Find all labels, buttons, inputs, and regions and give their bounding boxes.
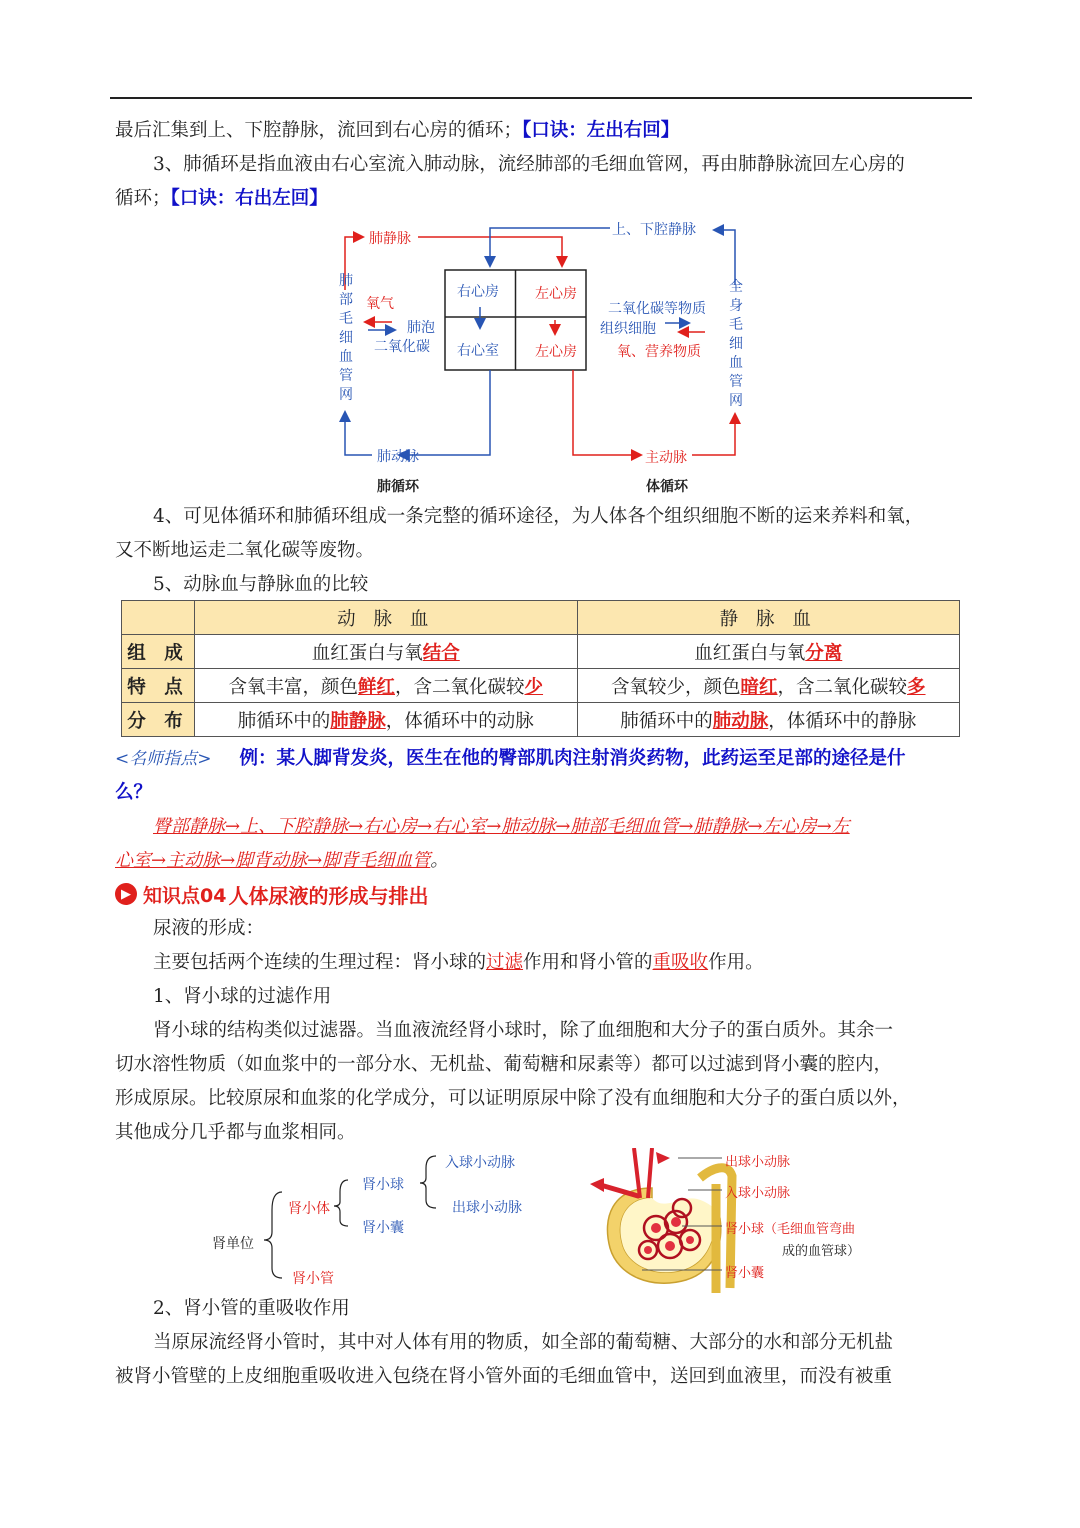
mnemonic: 【口诀：右出左回】 xyxy=(170,188,328,209)
text-line: 5、动脉血与静脉血的比较 xyxy=(153,574,369,595)
table-cell: 肺循环中的肺动脉，体循环中的静脉 xyxy=(577,703,960,737)
pulm-artery-line xyxy=(400,370,490,455)
table-row xyxy=(122,635,960,669)
text-line: 当原尿流经肾小管时，其中对人体有用的物质，如全部的葡萄糖、大部分的水和部分无机盐 xyxy=(153,1332,894,1353)
label-oxygen: 氧气 xyxy=(366,296,394,312)
pulm-artery-to-lung xyxy=(345,413,372,455)
label-left-atrium: 左心房 xyxy=(535,286,577,302)
text-line: 循环；【口诀：右出左回】 xyxy=(115,188,328,209)
row-label: 特 点 xyxy=(122,669,195,703)
label-tissue-cells: 组织细胞 xyxy=(600,321,656,337)
text-line: 又不断地运走二氧化碳等废物。 xyxy=(115,540,375,561)
vertical-char: 身 xyxy=(729,298,743,314)
text-line: 最后汇集到上、下腔静脉，流回到右心房的循环；【口诀：左出右回】 xyxy=(115,120,680,141)
vertical-char: 细 xyxy=(339,330,353,346)
tip-answer: 心室→主动脉→脚背动脉→脚背毛细血管。 xyxy=(115,850,449,871)
vertical-char: 毛 xyxy=(729,317,743,333)
tip-line: 么？ xyxy=(115,782,153,803)
blood-comparison-table xyxy=(121,600,960,737)
tip-label: <名师指点> xyxy=(115,749,212,769)
text-line: 尿液的形成： xyxy=(153,918,265,939)
vertical-char: 网 xyxy=(729,393,743,409)
label-right-ventricle: 右心室 xyxy=(457,343,499,359)
vertical-char: 管 xyxy=(729,374,743,390)
text-line: 2、肾小管的重吸收作用 xyxy=(153,1298,350,1319)
label-lung-capillaries xyxy=(339,272,355,405)
label-sys-circ: 体循环 xyxy=(646,479,688,495)
aorta-to-body xyxy=(692,415,735,455)
fig-label-glomerulus-2: 成的血管球） xyxy=(782,1244,861,1259)
vertical-char: 细 xyxy=(729,336,743,352)
row-label: 分 布 xyxy=(122,703,195,737)
text-line: 4、可见体循环和肺循环组成一条完整的循环途径，为人体各个组织细胞不断的运来养料和氧， xyxy=(153,506,924,527)
row-label: 组 成 xyxy=(122,635,195,669)
label-glomerulus: 肾小球 xyxy=(362,1177,404,1193)
vertical-char: 部 xyxy=(339,292,353,308)
table-cell: 含氧丰富，颜色鲜红，含二氧化碳较少 xyxy=(195,669,578,703)
label-aorta: 主动脉 xyxy=(645,450,687,466)
text-line: 被肾小管壁的上皮细胞重吸收进入包绕在肾小管外面的毛细血管中，送回到血液里，而没有被重 xyxy=(115,1366,893,1387)
label-efferent: 出球小动脉 xyxy=(452,1200,522,1216)
table-row xyxy=(122,703,960,737)
label-right-atrium: 右心房 xyxy=(457,284,499,300)
tip-line xyxy=(115,742,975,776)
text-line: 肾小球的结构类似过滤器。当血液流经肾小球时，除了血细胞和大分子的蛋白质外。其余一 xyxy=(153,1020,894,1041)
fig-label-glomerulus: 肾小球（毛细血管弯曲 xyxy=(725,1222,856,1237)
text-line: 其他成分几乎都与血浆相同。 xyxy=(115,1122,356,1143)
nephron-tree-braces xyxy=(260,1150,460,1290)
label-co2: 二氧化碳 xyxy=(374,339,430,355)
label-vena-cava: 上、下腔静脉 xyxy=(612,222,696,238)
knowledge-point-heading xyxy=(115,878,428,910)
label-body-capillaries xyxy=(729,278,745,411)
fig-label-capsule: 肾小囊 xyxy=(725,1266,765,1281)
vena-cava-line xyxy=(715,230,735,285)
text-line: 主要包括两个连续的生理过程：肾小球的过滤作用和肾小管的重吸收作用。 xyxy=(153,952,764,973)
table-corner xyxy=(122,601,195,635)
label-co2-etc: 二氧化碳等物质 xyxy=(608,301,706,317)
label-alveoli: 肺泡 xyxy=(407,320,435,336)
kp-label: 知识点04 xyxy=(143,884,227,907)
table-cell: 血红蛋白与氧结合 xyxy=(195,635,578,669)
tip-question: 例：某人脚背发炎，医生在他的臀部肌肉注射消炎药物，此药运至足部的途径是什 xyxy=(239,748,906,769)
header-venous: 静 脉 血 xyxy=(577,601,960,635)
vertical-char: 毛 xyxy=(339,311,353,327)
label-pulm-vein: 肺静脉 xyxy=(369,231,411,247)
vertical-char: 血 xyxy=(729,355,743,371)
header-arterial: 动 脉 血 xyxy=(195,601,578,635)
table-cell: 肺循环中的肺静脉，体循环中的动脉 xyxy=(195,703,578,737)
table-cell: 含氧较少，颜色暗红，含二氧化碳较多 xyxy=(577,669,960,703)
label-pulm-artery: 肺动脉 xyxy=(377,449,419,465)
vertical-char: 全 xyxy=(729,279,743,295)
label-left-ventricle: 左心房 xyxy=(535,344,577,360)
label-tubule: 肾小管 xyxy=(292,1271,334,1287)
table-row xyxy=(122,669,960,703)
text-line: 3、肺循环是指血液由右心室流入肺动脉，流经肺部的毛细血管网，再由肺静脉流回左心房的 xyxy=(153,154,905,175)
label-o2-nutrients: 氧、营养物质 xyxy=(617,344,701,360)
vena-cava-to-ra xyxy=(490,228,610,265)
table-cell: 血红蛋白与氧分离 xyxy=(577,635,960,669)
tip-answer: 臀部静脉→上、下腔静脉→右心房→右心室→肺动脉→肺部毛细血管→肺静脉→左心房→左 xyxy=(153,816,850,837)
text-line: 形成原尿。比较原尿和血浆的化学成分，可以证明原尿中除了没有血细胞和大分子的蛋白质以外， xyxy=(115,1088,911,1109)
vertical-char: 网 xyxy=(339,387,353,403)
vertical-char: 血 xyxy=(339,349,353,365)
label-corpuscle: 肾小体 xyxy=(288,1201,330,1217)
text-line: 切水溶性物质（如血浆中的一部分水、无机盐、葡萄糖和尿素等）都可以过滤到肾小囊的腔内， xyxy=(115,1054,893,1075)
label-capsule: 肾小囊 xyxy=(362,1220,404,1236)
kp-title: 人体尿液的形成与排出 xyxy=(228,883,429,908)
label-pulm-circ: 肺循环 xyxy=(377,479,419,495)
aorta-line xyxy=(573,370,640,455)
label-afferent: 入球小动脉 xyxy=(445,1155,515,1171)
vertical-char: 管 xyxy=(339,368,353,384)
flag-icon: ▶ xyxy=(115,883,137,905)
fig-label-efferent: 出球小动脉 xyxy=(725,1155,791,1170)
table-header-row xyxy=(122,601,960,635)
text-line: 1、肾小球的过滤作用 xyxy=(153,986,332,1007)
mnemonic: 【口诀：左出右回】 xyxy=(522,120,680,141)
header-rule xyxy=(110,97,972,99)
fig-label-afferent: 入球小动脉 xyxy=(725,1186,791,1201)
vertical-char: 肺 xyxy=(339,273,353,289)
label-nephron-unit: 肾单位 xyxy=(212,1236,254,1252)
